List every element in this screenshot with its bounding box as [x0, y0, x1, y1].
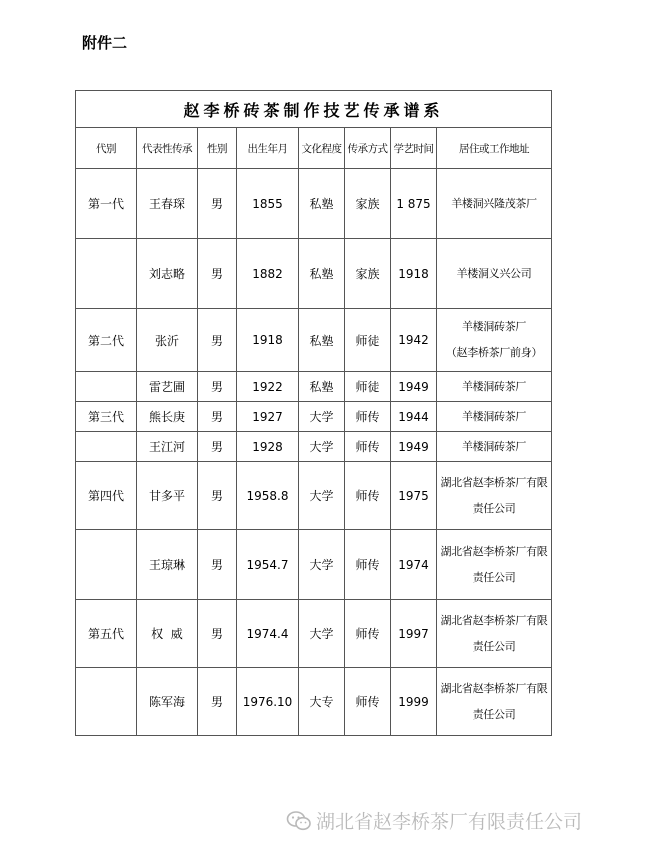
table-row	[76, 309, 552, 372]
address-line: 湖北省赵李桥茶厂有限	[440, 544, 548, 558]
generation-cell	[76, 668, 137, 736]
address-line: 责任公司	[472, 707, 516, 721]
birth-cell: 1855	[237, 169, 299, 239]
gender-cell: 男	[198, 600, 237, 668]
generation-cell: 第一代	[76, 169, 137, 239]
generation-cell: 第三代	[76, 402, 137, 432]
gender-cell: 男	[198, 668, 237, 736]
year-cell: 1918	[391, 239, 437, 309]
header-generation: 代别	[76, 128, 137, 169]
address-cell	[437, 239, 552, 309]
birth-cell: 1922	[237, 372, 299, 402]
address-line: 责任公司	[472, 639, 516, 653]
year-cell: 1942	[391, 309, 437, 372]
address-line: 羊楼洞砖茶厂	[461, 439, 527, 453]
address-cell	[437, 309, 552, 372]
table-row	[76, 530, 552, 600]
table-row	[76, 668, 552, 736]
lineage-table	[75, 90, 552, 736]
name-cell: 甘多平	[137, 462, 198, 530]
address-line: 湖北省赵李桥茶厂有限	[440, 613, 548, 627]
address-line: （赵李桥茶厂前身）	[445, 346, 543, 359]
address-cell	[437, 169, 552, 239]
year-cell: 1997	[391, 600, 437, 668]
education-cell: 私塾	[299, 169, 345, 239]
gender-cell: 男	[198, 530, 237, 600]
year-cell: 1949	[391, 372, 437, 402]
method-cell: 师传	[345, 530, 391, 600]
name-cell: 王江河	[137, 432, 198, 462]
education-cell: 私塾	[299, 372, 345, 402]
address-cell	[437, 462, 552, 530]
address-line: 湖北省赵李桥茶厂有限	[440, 475, 548, 489]
education-cell: 大学	[299, 462, 345, 530]
attachment-label: 附件二	[82, 34, 128, 52]
header-inheritor: 代表性传承	[137, 128, 198, 169]
header-education: 文化程度	[299, 128, 345, 169]
gender-cell: 男	[198, 462, 237, 530]
education-cell: 私塾	[299, 309, 345, 372]
table-row	[76, 462, 552, 530]
method-cell: 家族	[345, 239, 391, 309]
method-cell: 家族	[345, 169, 391, 239]
address-cell	[437, 668, 552, 736]
table-title: 赵李桥砖茶制作技艺传承谱系	[76, 91, 552, 128]
header-year: 学艺时间	[391, 128, 437, 169]
birth-cell: 1928	[237, 432, 299, 462]
birth-cell: 1958.8	[237, 462, 299, 530]
generation-cell: 第五代	[76, 600, 137, 668]
gender-cell: 男	[198, 309, 237, 372]
header-address: 居住或工作地址	[437, 128, 552, 169]
name-cell: 陈军海	[137, 668, 198, 736]
table-row	[76, 432, 552, 462]
education-cell: 私塾	[299, 239, 345, 309]
name-cell: 权 威	[137, 600, 198, 668]
name-cell: 王琼琳	[137, 530, 198, 600]
header-gender: 性别	[198, 128, 237, 169]
watermark	[286, 807, 582, 834]
address-line: 羊楼洞义兴公司	[456, 266, 532, 280]
header-row	[76, 128, 552, 169]
generation-cell: 第二代	[76, 309, 137, 372]
name-cell: 雷艺圃	[137, 372, 198, 402]
address-line: 羊楼洞砖茶厂	[461, 409, 527, 423]
year-cell: 1944	[391, 402, 437, 432]
method-cell: 师徒	[345, 309, 391, 372]
generation-cell	[76, 530, 137, 600]
year-cell: 1949	[391, 432, 437, 462]
address-line: 羊楼洞砖茶厂	[461, 320, 527, 333]
generation-cell	[76, 432, 137, 462]
year-cell: 1999	[391, 668, 437, 736]
method-cell: 师传	[345, 462, 391, 530]
method-cell: 师传	[345, 600, 391, 668]
generation-cell	[76, 372, 137, 402]
name-cell: 刘志略	[137, 239, 198, 309]
education-cell: 大学	[299, 402, 345, 432]
gender-cell: 男	[198, 402, 237, 432]
birth-cell: 1976.10	[237, 668, 299, 736]
address-cell	[437, 530, 552, 600]
table-row	[76, 169, 552, 239]
generation-cell: 第四代	[76, 462, 137, 530]
year-cell: 1 875	[391, 169, 437, 239]
gender-cell: 男	[198, 239, 237, 309]
address-cell	[437, 432, 552, 462]
education-cell: 大学	[299, 432, 345, 462]
wechat-icon	[286, 810, 312, 832]
method-cell: 师传	[345, 432, 391, 462]
year-cell: 1974	[391, 530, 437, 600]
address-line: 责任公司	[472, 501, 516, 515]
name-cell: 王春琛	[137, 169, 198, 239]
watermark-text: 湖北省赵李桥茶厂有限责任公司	[316, 811, 583, 833]
address-line: 湖北省赵李桥茶厂有限	[440, 681, 548, 695]
address-cell	[437, 402, 552, 432]
address-line: 羊楼洞砖茶厂	[461, 379, 527, 393]
birth-cell: 1954.7	[237, 530, 299, 600]
address-line: 责任公司	[472, 570, 516, 584]
generation-cell	[76, 239, 137, 309]
method-cell: 师传	[345, 402, 391, 432]
year-cell: 1975	[391, 462, 437, 530]
name-cell: 熊长庚	[137, 402, 198, 432]
gender-cell: 男	[198, 432, 237, 462]
table-row	[76, 239, 552, 309]
name-cell: 张沂	[137, 309, 198, 372]
table-row	[76, 600, 552, 668]
birth-cell: 1918	[237, 309, 299, 372]
address-line: 羊楼洞兴隆茂茶厂	[451, 196, 537, 210]
method-cell: 师徒	[345, 372, 391, 402]
address-cell	[437, 600, 552, 668]
method-cell: 师传	[345, 668, 391, 736]
header-birth: 出生年月	[237, 128, 299, 169]
table-row	[76, 402, 552, 432]
address-cell	[437, 372, 552, 402]
birth-cell: 1927	[237, 402, 299, 432]
header-method: 传承方式	[345, 128, 391, 169]
birth-cell: 1882	[237, 239, 299, 309]
table-row	[76, 372, 552, 402]
gender-cell: 男	[198, 169, 237, 239]
birth-cell: 1974.4	[237, 600, 299, 668]
education-cell: 大学	[299, 600, 345, 668]
education-cell: 大专	[299, 668, 345, 736]
gender-cell: 男	[198, 372, 237, 402]
education-cell: 大学	[299, 530, 345, 600]
